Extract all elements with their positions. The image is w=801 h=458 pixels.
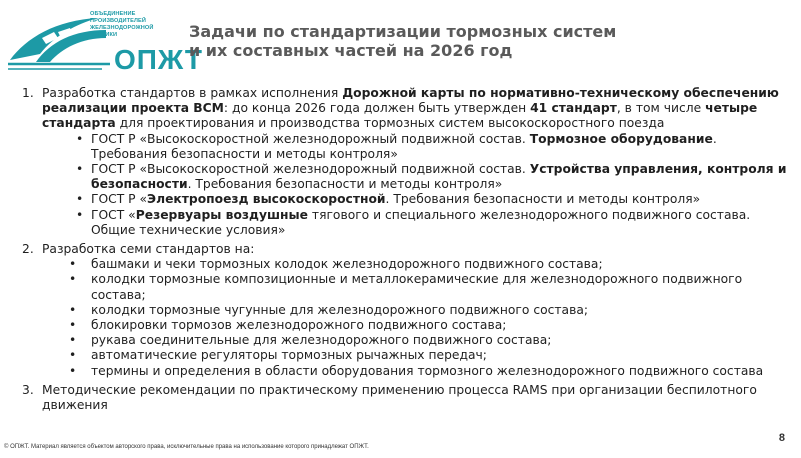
- standard-topic: • термины и определения в области оборудования тормозного железнодорожного подвижного состава: [69, 363, 764, 378]
- bullet-icon: •: [69, 333, 77, 348]
- bullet-icon: •: [76, 207, 84, 222]
- bullet-icon: •: [69, 257, 77, 272]
- standard-topic: • рукава соединительные для железнодорожного подвижного состава;: [69, 333, 552, 348]
- bullet-icon: •: [69, 318, 77, 333]
- list-item-2: 2. Разработка семи стандартов на:: [22, 242, 255, 257]
- logo-abbr: ОПЖТ: [114, 44, 204, 75]
- opzht-logo: [6, 8, 204, 75]
- bullet-icon: •: [69, 272, 77, 287]
- slide-title: [189, 22, 629, 60]
- title-line-2: и их составных частей на 2026 год: [189, 41, 513, 60]
- bullet-icon: •: [76, 131, 84, 146]
- standard-topic: • колодки тормозные композиционные и металлокерамические для железнодорожного подвижного состава;: [69, 272, 743, 302]
- standard-item: • ГОСТ Р «Высокоскоростной железнодорожный подвижной состав. Тормозное оборудование. Требования безопасности и методы контроля»: [76, 131, 717, 161]
- standard-item: • ГОСТ Р «Электропоезд высокоскоростной. Требования безопасности и методы контроля»: [76, 192, 701, 207]
- standard-item: • ГОСТ Р «Высокоскоростной железнодорожный подвижной состав. Устройства управления, контроля и безопасности. Требования безопасности и методы контроля»: [76, 162, 787, 192]
- logo-org-name: ОБЪЕДИНЕНИЕ ПРОИЗВОДИТЕЛЕЙ ЖЕЛЕЗНОДОРОЖНОЙ ТЕХНИКИ: [90, 11, 154, 38]
- item-number: 3.: [22, 382, 34, 397]
- item-number: 1.: [22, 86, 34, 100]
- standard-topic: • автоматические регуляторы тормозных рычажных передач;: [69, 348, 487, 363]
- title-line-1: Задачи по стандартизации тормозных систем: [189, 22, 617, 41]
- list-item-1: 1. Разработка стандартов в рамках исполнения Дорожной карты по нормативно-техническому обеспечению реализации проекта ВСМ: до конца 2026 года должен быть утвержден 41 стандарт, в том числе четыре стандарта для проектирования и производства тормозных систем высокоскоростного поезда: [22, 86, 779, 131]
- standard-topic: • башмаки и чеки тормозных колодок железнодорожного подвижного состава;: [69, 257, 603, 272]
- list-item-3: 3. Методические рекомендации по практическому применению процесса RAMS при организации беспилотного движения: [22, 382, 757, 413]
- bullet-icon: •: [76, 162, 84, 177]
- bullet-icon: •: [69, 302, 77, 317]
- standard-topic: • блокировки тормозов железнодорожного подвижного состава;: [69, 318, 507, 333]
- bullet-icon: •: [69, 363, 77, 378]
- copyright-footer: © ОПЖТ. Материал является объектом авторского права, исключительные права на использование которого принадлежат ОПЖТ.: [4, 444, 369, 450]
- standard-item: • ГОСТ «Резервуары воздушные тягового и специального железнодорожного подвижного состава. Общие технические условия»: [76, 207, 751, 237]
- standard-topic: • колодки тормозные чугунные для железнодорожного подвижного состава;: [69, 302, 588, 317]
- slide-content: [14, 86, 789, 413]
- bullet-icon: •: [69, 348, 77, 363]
- item-number: 2.: [22, 242, 34, 257]
- page-number: 8: [778, 432, 785, 444]
- bullet-icon: •: [76, 192, 84, 207]
